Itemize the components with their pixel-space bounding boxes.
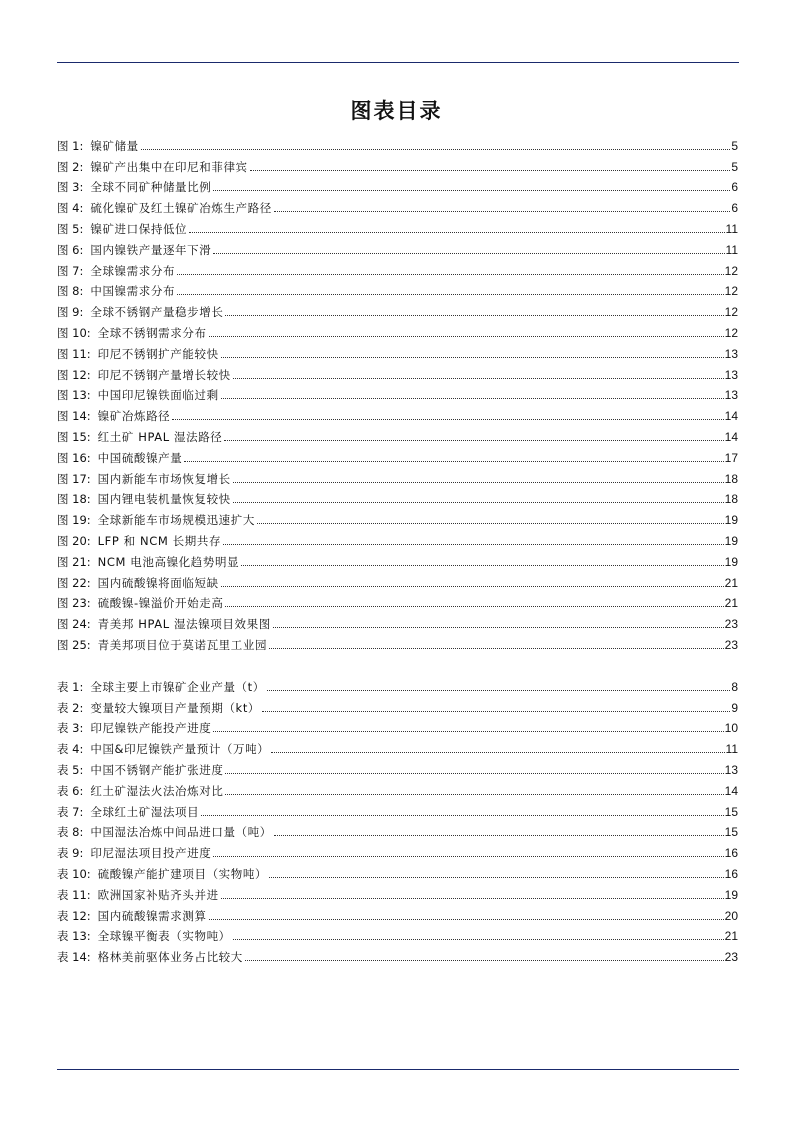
entry-number: 表 4: xyxy=(57,742,84,757)
entry-title: 中国&印尼镍铁产量预计（万吨） xyxy=(90,742,270,757)
entry-page-number: 21 xyxy=(724,596,738,611)
figure-toc-entry[interactable] xyxy=(57,278,738,299)
entry-title: 青美邦项目位于莫诺瓦里工业园 xyxy=(97,637,268,652)
entry-number: 图 13: xyxy=(57,388,91,403)
entry-number: 图 12: xyxy=(57,367,91,382)
entry-page-number: 15 xyxy=(724,804,738,819)
dot-leader xyxy=(189,231,724,233)
entry-title: 全球镍需求分布 xyxy=(90,263,176,278)
figure-toc-entry[interactable] xyxy=(57,590,738,611)
figure-toc-entry[interactable] xyxy=(57,486,738,507)
entry-title: 变量较大镍项目产量预期（kt） xyxy=(90,700,261,715)
entry-title: 印尼不锈钢产量增长较快 xyxy=(97,367,231,382)
dot-leader xyxy=(273,626,724,628)
dot-leader xyxy=(262,710,730,712)
figure-toc-entry[interactable] xyxy=(57,215,738,236)
dot-leader xyxy=(274,834,724,836)
figure-toc-entry[interactable] xyxy=(57,194,738,215)
entry-page-number: 12 xyxy=(724,263,738,278)
entry-page-number: 10 xyxy=(724,721,738,736)
dot-leader xyxy=(213,252,724,254)
entry-page-number: 8 xyxy=(731,679,738,694)
entry-number: 图 9: xyxy=(57,305,84,320)
dot-leader xyxy=(225,605,723,607)
entry-number: 图 2: xyxy=(57,159,84,174)
dot-leader xyxy=(274,210,730,212)
figure-toc-entry[interactable] xyxy=(57,132,738,153)
entry-page-number: 9 xyxy=(731,700,738,715)
dot-leader xyxy=(177,293,724,295)
entry-title: 硫酸镍-镍溢价开始走高 xyxy=(97,596,224,611)
entry-title: 全球主要上市镍矿企业产量（t） xyxy=(90,679,265,694)
entry-title: 全球镍平衡表（实物吨） xyxy=(97,929,231,944)
entry-title: 格林美前驱体业务占比较大 xyxy=(97,950,243,965)
entry-title: 全球红土矿湿法项目 xyxy=(90,804,200,819)
page-title: 图表目录 xyxy=(350,98,443,123)
entry-page-number: 17 xyxy=(724,450,738,465)
entry-title: 全球不同矿种储量比例 xyxy=(90,180,212,195)
dot-leader xyxy=(221,897,724,899)
entry-title: 硫酸镍产能扩建项目（实物吨） xyxy=(97,866,268,881)
entry-page-number: 21 xyxy=(724,575,738,590)
table-toc-entry[interactable] xyxy=(57,673,738,694)
entry-page-number: 19 xyxy=(724,554,738,569)
table-toc-entry[interactable] xyxy=(57,943,738,964)
figure-toc-entry[interactable] xyxy=(57,527,738,548)
dot-leader xyxy=(233,501,724,503)
header-rule xyxy=(57,62,739,63)
entry-number: 图 8: xyxy=(57,284,84,299)
dot-leader xyxy=(224,439,723,441)
entry-title: 全球不锈钢产量稳步增长 xyxy=(90,305,224,320)
entry-title: 全球不锈钢需求分布 xyxy=(97,325,207,340)
entry-title: 青美邦 HPAL 湿法镍项目效果图 xyxy=(97,617,271,632)
entry-page-number: 6 xyxy=(731,201,738,216)
entry-number: 图 11: xyxy=(57,346,91,361)
entry-number: 表 11: xyxy=(57,887,91,902)
entry-title: 国内新能车市场恢复增长 xyxy=(97,471,231,486)
entry-title: NCM 电池高镍化趋势明显 xyxy=(97,554,240,569)
dot-leader xyxy=(213,189,730,191)
entry-title: 中国湿法冶炼中间品进口量（吨） xyxy=(90,825,272,840)
entry-page-number: 16 xyxy=(724,846,738,861)
entry-title: 中国印尼镍铁面临过剩 xyxy=(97,388,219,403)
entry-title: 镍矿产出集中在印尼和菲律宾 xyxy=(90,159,248,174)
table-toc-entry[interactable] xyxy=(57,923,738,944)
entry-page-number: 11 xyxy=(725,221,738,236)
entry-number: 表 3: xyxy=(57,721,84,736)
dot-leader xyxy=(245,959,724,961)
dot-leader xyxy=(209,335,724,337)
entry-page-number: 16 xyxy=(724,866,738,881)
entry-page-number: 13 xyxy=(724,388,738,403)
table-toc-entry[interactable] xyxy=(57,902,738,923)
entry-page-number: 12 xyxy=(724,325,738,340)
dot-leader xyxy=(213,730,723,732)
entry-title: 镍矿储量 xyxy=(90,138,139,153)
entry-page-number: 18 xyxy=(724,471,738,486)
entry-title: LFP 和 NCM 长期共存 xyxy=(97,533,222,548)
table-toc-entry[interactable] xyxy=(57,735,738,756)
entry-page-number: 12 xyxy=(724,305,738,320)
entry-page-number: 21 xyxy=(724,929,738,944)
figure-toc-entry[interactable] xyxy=(57,444,738,465)
entry-page-number: 19 xyxy=(724,887,738,902)
entry-number: 图 16: xyxy=(57,450,91,465)
table-toc-entry[interactable] xyxy=(57,798,738,819)
dot-leader xyxy=(221,585,724,587)
entry-number: 图 14: xyxy=(57,409,91,424)
entry-number: 表 6: xyxy=(57,783,84,798)
table-toc-entry[interactable] xyxy=(57,819,738,840)
entry-number: 表 10: xyxy=(57,866,91,881)
entry-number: 图 5: xyxy=(57,221,84,236)
entry-title: 印尼不锈钢扩产能较快 xyxy=(97,346,219,361)
dot-leader xyxy=(177,273,724,275)
entry-page-number: 11 xyxy=(725,242,738,257)
entry-title: 国内锂电装机量恢复较快 xyxy=(97,492,231,507)
entry-page-number: 11 xyxy=(725,742,738,757)
dot-leader xyxy=(221,397,724,399)
table-toc-entry[interactable] xyxy=(57,715,738,736)
entry-number: 图 1: xyxy=(57,138,84,153)
figure-toc-entry[interactable] xyxy=(57,423,738,444)
entry-number: 图 10: xyxy=(57,325,91,340)
entry-title: 国内硫酸镍将面临短缺 xyxy=(97,575,219,590)
entry-number: 表 14: xyxy=(57,950,91,965)
entry-title: 欧洲国家补贴齐头并进 xyxy=(97,887,219,902)
entry-number: 图 6: xyxy=(57,242,84,257)
entry-title: 红土矿湿法火法冶炼对比 xyxy=(90,783,224,798)
dot-leader xyxy=(250,169,731,171)
entry-title: 国内硫酸镍需求测算 xyxy=(97,908,207,923)
entry-title: 全球新能车市场规模迅速扩大 xyxy=(97,513,255,528)
figure-toc-entry[interactable] xyxy=(57,465,738,486)
dot-leader xyxy=(213,855,723,857)
dot-leader xyxy=(141,148,731,150)
table-toc-entry[interactable] xyxy=(57,839,738,860)
figure-toc-entry[interactable] xyxy=(57,340,738,361)
entry-number: 图 15: xyxy=(57,429,91,444)
entry-page-number: 13 xyxy=(724,367,738,382)
entry-number: 图 25: xyxy=(57,637,91,652)
entry-page-number: 23 xyxy=(724,617,738,632)
entry-page-number: 14 xyxy=(724,429,738,444)
entry-number: 表 1: xyxy=(57,679,84,694)
entry-title: 硫化镍矿及红土镍矿冶炼生产路径 xyxy=(90,201,272,216)
entry-title: 镍矿进口保持低位 xyxy=(90,221,188,236)
figure-toc-entry[interactable] xyxy=(57,569,738,590)
entry-page-number: 18 xyxy=(724,492,738,507)
dot-leader xyxy=(257,522,724,524)
entry-title: 中国硫酸镍产量 xyxy=(97,450,183,465)
entry-number: 图 18: xyxy=(57,492,91,507)
table-toc-entry[interactable] xyxy=(57,860,738,881)
figure-toc-entry[interactable] xyxy=(57,153,738,174)
figure-toc-entry[interactable] xyxy=(57,382,738,403)
entry-title: 红土矿 HPAL 湿法路径 xyxy=(97,429,223,444)
figure-toc-entry[interactable] xyxy=(57,402,738,423)
entry-number: 图 4: xyxy=(57,201,84,216)
entry-page-number: 12 xyxy=(724,284,738,299)
entry-number: 表 8: xyxy=(57,825,84,840)
dot-leader xyxy=(233,481,724,483)
figure-toc-entry[interactable] xyxy=(57,236,738,257)
entry-number: 表 7: xyxy=(57,804,84,819)
entry-number: 图 7: xyxy=(57,263,84,278)
entry-number: 图 24: xyxy=(57,617,91,632)
figure-toc-entry[interactable] xyxy=(57,298,738,319)
entry-page-number: 20 xyxy=(724,908,738,923)
entry-number: 表 2: xyxy=(57,700,84,715)
entry-page-number: 5 xyxy=(731,138,738,153)
dot-leader xyxy=(184,460,723,462)
entry-page-number: 15 xyxy=(724,825,738,840)
figure-toc-entry[interactable] xyxy=(57,506,738,527)
entry-number: 图 22: xyxy=(57,575,91,590)
dot-leader xyxy=(221,356,724,358)
entry-page-number: 19 xyxy=(724,513,738,528)
figure-list xyxy=(57,132,738,652)
dot-leader xyxy=(269,647,724,649)
entry-title: 国内镍铁产量逐年下滑 xyxy=(90,242,212,257)
entry-page-number: 19 xyxy=(724,533,738,548)
table-list xyxy=(57,673,738,964)
entry-title: 印尼镍铁产能投产进度 xyxy=(90,721,212,736)
dot-leader xyxy=(267,689,730,691)
entry-page-number: 13 xyxy=(724,346,738,361)
entry-number: 图 21: xyxy=(57,554,91,569)
table-toc-entry[interactable] xyxy=(57,756,738,777)
figure-toc-entry[interactable] xyxy=(57,610,738,631)
dot-leader xyxy=(233,938,724,940)
table-toc-entry[interactable] xyxy=(57,881,738,902)
dot-leader xyxy=(271,751,724,753)
entry-number: 图 17: xyxy=(57,471,91,486)
figure-toc-entry[interactable] xyxy=(57,548,738,569)
entry-number: 图 23: xyxy=(57,596,91,611)
figure-toc-entry[interactable] xyxy=(57,174,738,195)
figure-toc-entry[interactable] xyxy=(57,319,738,340)
dot-leader xyxy=(225,772,723,774)
dot-leader xyxy=(225,793,723,795)
dot-leader xyxy=(233,377,724,379)
entry-page-number: 23 xyxy=(724,637,738,652)
entry-page-number: 13 xyxy=(724,762,738,777)
entry-page-number: 23 xyxy=(724,950,738,965)
entry-number: 图 20: xyxy=(57,533,91,548)
dot-leader xyxy=(223,543,724,545)
entry-page-number: 14 xyxy=(724,409,738,424)
entry-title: 中国镍需求分布 xyxy=(90,284,176,299)
dot-leader xyxy=(241,564,723,566)
figure-toc-entry[interactable] xyxy=(57,361,738,382)
entry-number: 表 12: xyxy=(57,908,91,923)
dot-leader xyxy=(172,418,723,420)
dot-leader xyxy=(209,918,724,920)
dot-leader xyxy=(269,876,724,878)
entry-page-number: 5 xyxy=(731,159,738,174)
entry-page-number: 6 xyxy=(731,180,738,195)
figure-toc-entry[interactable] xyxy=(57,257,738,278)
footer-rule xyxy=(57,1069,739,1070)
dot-leader xyxy=(225,314,723,316)
entry-number: 图 19: xyxy=(57,513,91,528)
entry-page-number: 14 xyxy=(724,783,738,798)
entry-number: 表 9: xyxy=(57,846,84,861)
dot-leader xyxy=(201,814,723,816)
figure-toc-entry[interactable] xyxy=(57,631,738,652)
entry-title: 中国不锈钢产能扩张进度 xyxy=(90,762,224,777)
entry-number: 表 5: xyxy=(57,762,84,777)
entry-number: 图 3: xyxy=(57,180,84,195)
entry-title: 印尼湿法项目投产进度 xyxy=(90,846,212,861)
table-toc-entry[interactable] xyxy=(57,777,738,798)
entry-number: 表 13: xyxy=(57,929,91,944)
entry-title: 镍矿冶炼路径 xyxy=(97,409,171,424)
table-toc-entry[interactable] xyxy=(57,694,738,715)
